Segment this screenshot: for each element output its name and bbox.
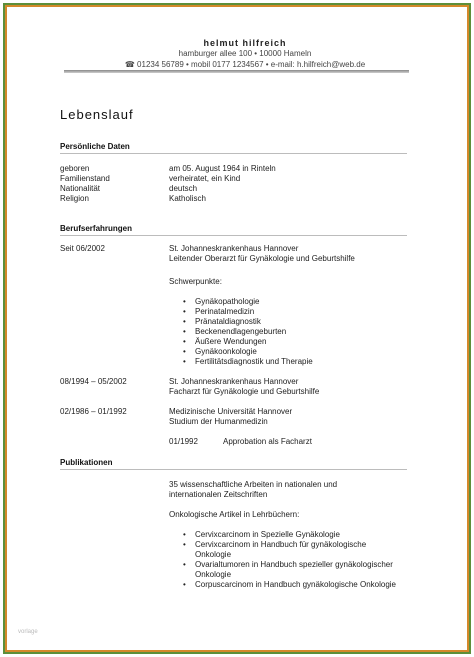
row-label: geboren [60, 164, 90, 173]
list-item: • Gynäkopathologie [183, 297, 413, 307]
focus-label: Schwerpunkte: [169, 277, 222, 286]
phone-icon: ☎ [124, 60, 135, 69]
letterhead [90, 38, 400, 70]
study: Studium der Humanmedizin [169, 417, 268, 426]
row-value: deutsch [169, 184, 198, 193]
experience-entry [169, 407, 409, 427]
section-heading-experience: Berufserfahrungen [60, 224, 407, 236]
list-item: • Gynäkoonkologie [183, 347, 413, 357]
focus-list [183, 297, 413, 367]
applicant-name: helmut hilfreich [203, 38, 287, 48]
row-value: verheiratet, ein Kind [169, 174, 241, 183]
watermark: vorlage [18, 629, 38, 635]
publications-line: 35 wissenschaftliche Arbeiten in nationalen und [169, 480, 338, 489]
section-heading-personal: Persönliche Daten [60, 142, 407, 154]
experience-date: Seit 06/2002 [60, 244, 105, 253]
institution: Medizinische Universität Hannover [169, 407, 293, 416]
address: hamburger allee 100 • 10000 Hameln [178, 49, 312, 58]
header-divider [64, 70, 409, 73]
experience-date: 02/1986 – 01/1992 [60, 407, 127, 416]
row-label: Religion [60, 194, 89, 203]
position: Facharzt für Gynäkologie und Geburtshilfe [169, 387, 320, 396]
list-item: • Ovarialtumoren in Handbuch spezieller gynäkologischer Onkologie [183, 560, 413, 580]
list-item: • Beckenendlagengeburten [183, 327, 413, 337]
experience-entry [169, 377, 409, 397]
row-label: Nationalität [60, 184, 101, 193]
publications-line: internationalen Zeitschriften [169, 490, 268, 499]
row-value: Katholisch [169, 194, 206, 203]
list-item: • Perinatalmedizin [183, 307, 413, 317]
list-item: • Cervixcarcinom in Spezielle Gynäkologie [183, 530, 413, 540]
experience-date: 08/1994 – 05/2002 [60, 377, 127, 386]
articles-label: Onkologische Artikel in Lehrbüchern: [169, 510, 300, 519]
approbation-text: Approbation als Facharzt [223, 437, 312, 446]
approbation-date: 01/1992 [169, 437, 198, 446]
position: Leitender Oberarzt für Gynäkologie und Geburtshilfe [169, 254, 355, 263]
employer: St. Johanneskrankenhaus Hannover [169, 377, 299, 386]
articles-list [183, 530, 413, 590]
contact-line [90, 59, 400, 70]
row-label: Familienstand [60, 174, 110, 183]
list-item: • Cervixcarcinom in Handbuch für gynäkologische Onkologie [183, 540, 413, 560]
list-item: • Pränataldiagnostik [183, 317, 413, 327]
contact-text: 01234 56789 • mobil 0177 1234567 • e-mail: h.hilfreich@web.de [137, 60, 366, 69]
list-item: • Fertilitätsdiagnostik und Therapie [183, 357, 413, 367]
document-title: Lebenslauf [60, 107, 134, 122]
section-heading-publications: Publikationen [60, 458, 407, 470]
experience-entry [169, 244, 409, 264]
list-item: • Äußere Wendungen [183, 337, 413, 347]
employer: St. Johanneskrankenhaus Hannover [169, 244, 299, 253]
row-value: am 05. August 1964 in Rinteln [169, 164, 276, 173]
list-item: • Corpuscarcinom in Handbuch gynäkologische Onkologie [183, 580, 413, 590]
publications-summary [169, 480, 409, 500]
